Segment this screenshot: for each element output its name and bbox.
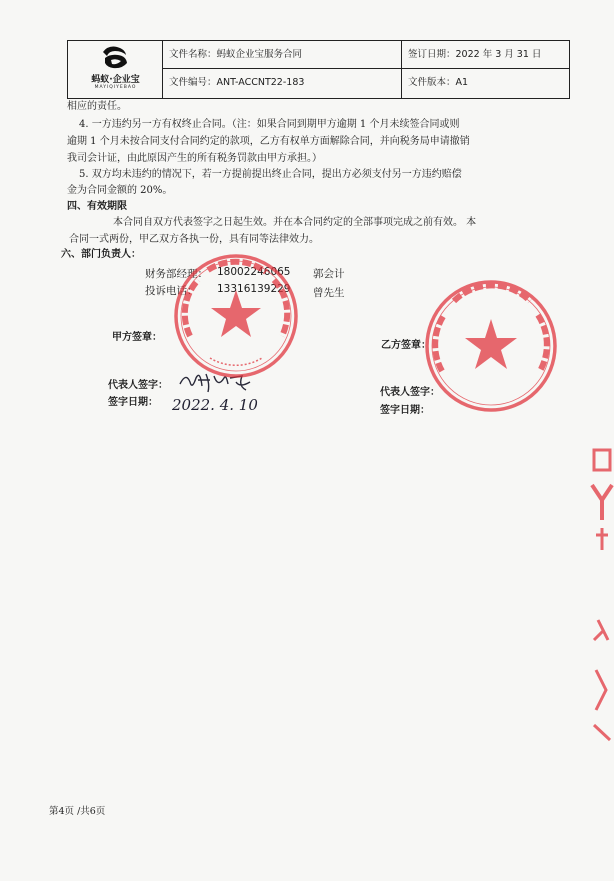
page-number: 第4页 /共6页 (49, 806, 106, 817)
party-a-seal-label: 甲方签章： (112, 332, 162, 343)
complaint-phone: 13316139229 (217, 283, 291, 295)
party-a-company-seal (170, 250, 302, 382)
document-name: 文件名称：蚂蚁企业宝服务合同 (163, 41, 401, 69)
finance-label: 财务部经理： (145, 268, 208, 280)
finance-phone: 18002246065 (217, 266, 291, 278)
logo-text: 蚂蚁·企业宝 (91, 75, 140, 85)
body-line: 合同一式两份，甲乙双方各执一份，具有同等法律效力。 (69, 234, 319, 245)
party-a-handwritten-date: 2022. 4. 10 (172, 396, 258, 414)
document-header-table (67, 40, 570, 99)
party-b-seal-label: 乙方签章： (381, 340, 431, 351)
party-b-date-label: 签字日期： (380, 405, 430, 416)
edge-seal-fragment (588, 440, 614, 750)
body-line: 金为合同金额的 20%。 (67, 185, 173, 196)
section-heading: 四、有效期限 (67, 201, 127, 212)
company-logo (68, 41, 163, 98)
body-line: 本合同自双方代表签字之日起生效。并在本合同约定的全部事项完成之前有效。 本 (113, 217, 477, 228)
document-version: 文件版本：A1 (408, 77, 469, 88)
ant-logo-icon (98, 44, 132, 72)
complaint-name: 曾先生 (313, 287, 345, 299)
body-line: 我司会计证，由此原因产生的所有税务罚款由甲方承担。） (67, 153, 322, 164)
body-line: 逾期 1 个月未按合同支付合同约定的款项，乙方有权单方面解除合同，并向税务局申请撤销 (67, 136, 470, 147)
body-line: 相应的责任。 (67, 101, 127, 112)
complaint-label: 投诉电话： (145, 285, 198, 297)
document-number: 文件编号：ANT-ACCNT22-183 (169, 77, 305, 88)
body-line: 4. 一方违约另一方有权终止合同。（注：如果合同到期甲方逾期 1 个月未续签合同或则 (79, 119, 460, 130)
section-heading: 六、部门负责人： (61, 249, 141, 260)
party-a-date-label: 签字日期： (108, 397, 158, 408)
party-b-company-seal (420, 275, 562, 417)
body-line: 5. 双方均未违约的情况下，若一方提前提出终止合同，提出方必须支付另一方违约赔偿 (79, 169, 462, 180)
party-a-rep-label: 代表人签字： (108, 380, 168, 391)
party-b-rep-label: 代表人签字： (380, 387, 440, 398)
finance-name: 郭会计 (313, 268, 345, 280)
sign-date: 签订日期：2022 年 3 月 31 日 (402, 41, 569, 69)
logo-subtext: MAYIQIYEBAO (94, 85, 137, 90)
